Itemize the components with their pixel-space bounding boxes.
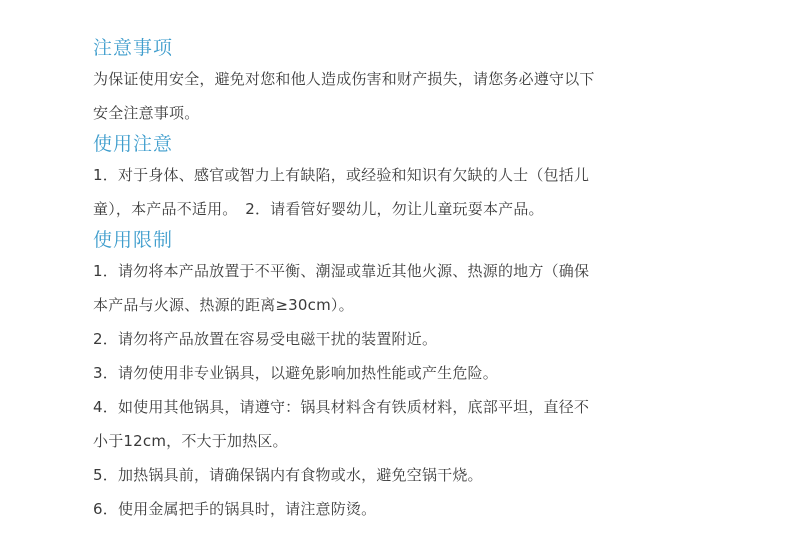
- section-title-precautions: 注意事项: [93, 37, 174, 59]
- section-body-usage-restrictions: [93, 254, 713, 526]
- safety-notice-document: [93, 34, 713, 526]
- body-line: 童），本产品不适用。 2．请看管好婴幼儿，勿让儿童玩耍本产品。: [93, 200, 544, 218]
- body-line: 1．对于身体、感官或智力上有缺陷，或经验和知识有欠缺的人士（包括儿: [93, 166, 590, 184]
- section-body-precautions: [93, 62, 713, 130]
- body-line: 6．使用金属把手的锅具时，请注意防烫。: [93, 500, 377, 518]
- body-line: 2．请勿将产品放置在容易受电磁干扰的装置附近。: [93, 330, 438, 348]
- body-line: 4．如使用其他锅具，请遵守：锅具材料含有铁质材料，底部平坦，直径不: [93, 398, 590, 416]
- section-precautions: [93, 34, 713, 130]
- section-usage-notes: [93, 130, 713, 226]
- body-line: 本产品与火源、热源的距离≥30cm）。: [93, 296, 354, 314]
- section-title-usage-restrictions: 使用限制: [93, 229, 174, 251]
- body-line: 小于12cm，不大于加热区。: [93, 432, 288, 450]
- body-line: 5．加热锅具前，请确保锅内有食物或水，避免空锅干烧。: [93, 466, 483, 484]
- section-body-usage-notes: [93, 158, 713, 226]
- section-usage-restrictions: [93, 226, 713, 526]
- section-title-usage-notes: 使用注意: [93, 133, 174, 155]
- body-line: 安全注意事项。: [93, 104, 200, 122]
- body-line: 3．请勿使用非专业锅具，以避免影响加热性能或产生危险。: [93, 364, 498, 382]
- body-line: 为保证使用安全，避免对您和他人造成伤害和财产损失，请您务必遵守以下: [93, 70, 595, 88]
- body-line: 1．请勿将本产品放置于不平衡、潮湿或靠近其他火源、热源的地方（确保: [93, 262, 590, 280]
